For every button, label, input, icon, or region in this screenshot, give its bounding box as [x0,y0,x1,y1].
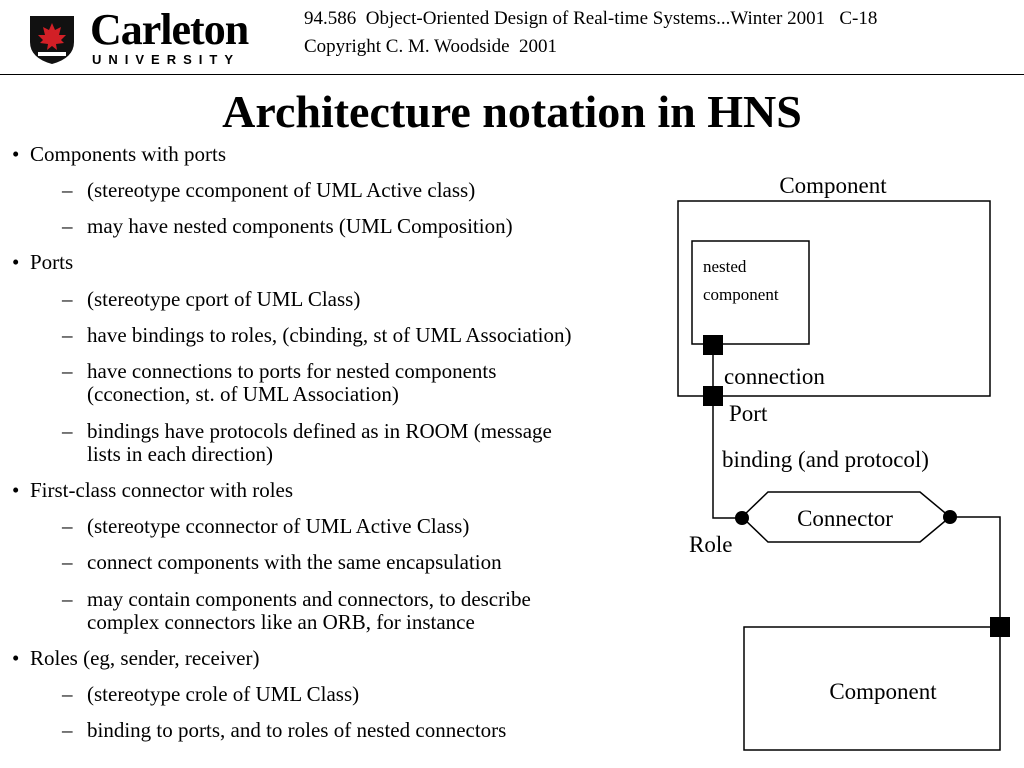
connector-label: Connector [797,506,893,531]
copyright-header: Copyright C. M. Woodside 2001 [304,36,558,57]
sub-bullet-text: lists in each direction) [87,442,274,466]
port-square [703,386,723,406]
course-header: 94.586 Object-Oriented Design of Real-time Systems...Winter 2001 C-18 [304,8,878,29]
sub-bullet-text: binding to ports, and to roles of nested connectors [87,718,507,742]
dash-marker: – [62,514,73,538]
nested-component-label-1: nested [703,257,747,276]
nested-component-label-2: component [703,285,779,304]
sub-bullet-text: (stereotype cconnector of UML Active Class) [87,514,470,538]
connection-label: connection [724,364,825,389]
sub-bullet-text: complex connectors like an ORB, for instance [87,610,475,634]
bullet-text: Components with ports [30,142,227,166]
slide-title: Architecture notation in HNS [222,86,802,137]
dash-marker: – [62,550,73,574]
dash-marker: – [62,214,73,238]
dash-marker: – [62,682,73,706]
logo-wordmark: Carleton [90,5,249,54]
bullet-marker: • [12,646,20,670]
bullet-text: First-class connector with roles [30,478,294,502]
sub-bullet-text: may contain components and connectors, to describe [87,587,531,611]
bullet-marker: • [12,250,20,274]
sub-bullet-text: bindings have protocols defined as in ROOM (message [87,419,552,443]
role-left-dot [735,511,749,525]
bullet-marker: • [12,142,20,166]
bullet-text: Ports [30,250,74,274]
sub-bullet-text: (stereotype ccomponent of UML Active class) [87,178,476,202]
sub-bullet-text: may have nested components (UML Composition) [87,214,513,238]
dash-marker: – [62,323,73,347]
dash-marker: – [62,587,73,611]
dash-marker: – [62,419,73,443]
sub-bullet-text: connect components with the same encapsulation [87,550,502,574]
logo-university-text: UNIVERSITY [92,52,241,67]
dash-marker: – [62,359,73,383]
component-bottom-label: Component [829,679,937,704]
bullet-marker: • [12,478,20,502]
role-label: Role [689,532,733,557]
port-label: Port [729,401,768,426]
sub-bullet-text: (stereotype crole of UML Class) [87,682,360,706]
sub-bullet-text: have bindings to roles, (cbinding, st of UML Association) [87,323,572,347]
bottom-port-square [990,617,1010,637]
binding-line-right [950,517,1000,617]
sub-bullet-text: (stereotype cport of UML Class) [87,287,361,311]
component-top-label: Component [779,173,887,198]
nested-port-square [703,335,723,355]
bullet-text: Roles (eg, sender, receiver) [30,646,260,670]
dash-marker: – [62,178,73,202]
dash-marker: – [62,718,73,742]
binding-label: binding (and protocol) [722,447,929,472]
dash-marker: – [62,287,73,311]
sub-bullet-text: (cconection, st. of UML Association) [87,382,399,406]
sub-bullet-text: have connections to ports for nested components [87,359,497,383]
